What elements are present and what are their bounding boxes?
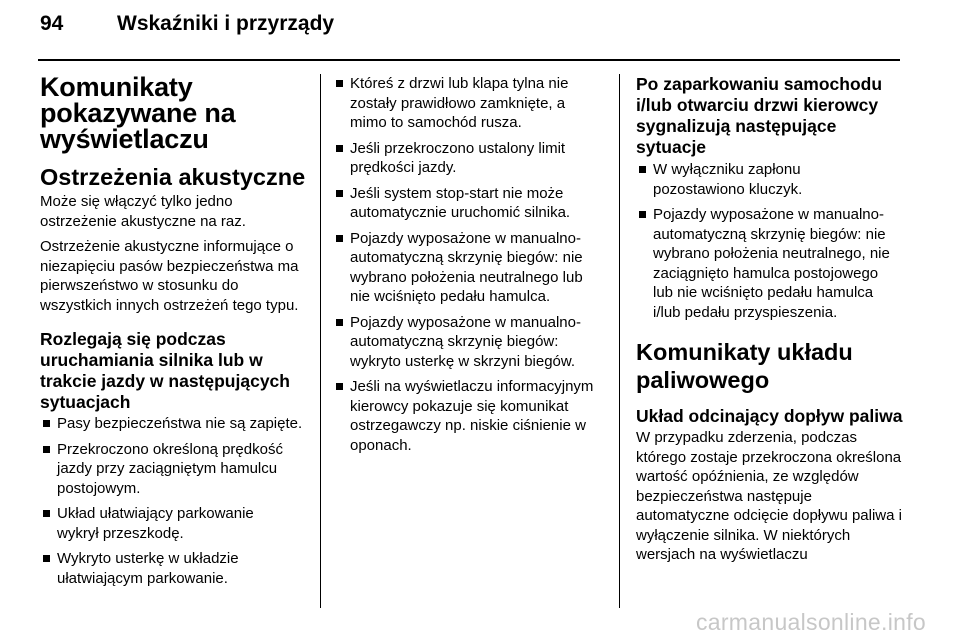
running-title: Wskaźniki i przyrządy: [117, 12, 335, 35]
list-item: Wykryto usterkę w układzie ułatwiającym parkowanie.: [40, 549, 310, 588]
bullet-square-icon: [336, 190, 343, 197]
column-divider-left: [320, 74, 321, 608]
fuel-cutoff-heading: Układ odcinający dopływ paliwa: [636, 406, 903, 426]
fuel-system-heading: Komunikaty układu paliwowego: [636, 339, 853, 393]
page-number: 94: [40, 12, 64, 35]
bullet-square-icon: [639, 166, 646, 173]
acoustic-para-2: Ostrzeżenie akustyczne informujące o niezapięciu pasów bezpieczeństwa ma pierwszeństwo w stosunku do wszystkich innych ostrzeżeń tego typu.: [40, 238, 299, 314]
parking-list: [636, 160, 904, 322]
bullet-square-icon: [336, 319, 343, 326]
list-item: Jeśli przekroczono ustalony limit prędkości jazdy.: [333, 139, 605, 178]
bullet-square-icon: [336, 235, 343, 242]
list-item: Pojazdy wyposażone w manualno-automatyczną skrzynię biegów: wykryto usterkę w skrzyni biegów.: [333, 313, 605, 372]
list-item: Jeśli na wyświetlaczu informacyjnym kierowcy pokazuje się komunikat ostrzegawczy np. niskie ciśnienie w oponach.: [333, 377, 605, 455]
bullet-square-icon: [336, 80, 343, 87]
bullet-square-icon: [43, 420, 50, 427]
main-heading: Komunikaty pokazywane na wyświetlaczu: [40, 72, 236, 154]
start-drive-list: [40, 414, 310, 588]
column-left: [40, 74, 310, 594]
warnings-list-continued: [333, 74, 605, 455]
acoustic-warnings-heading: Ostrzeżenia akustyczne: [40, 164, 306, 190]
header-rule: [38, 59, 900, 61]
bullet-square-icon: [43, 510, 50, 517]
list-item: Pasy bezpieczeństwa nie są zapięte.: [40, 414, 310, 434]
column-middle: [333, 74, 605, 461]
column-divider-right: [619, 74, 620, 608]
start-drive-heading: Rozlegają się podczas uruchamiania silnika lub w trakcie jazdy w następujących sytuacjach: [40, 329, 290, 412]
list-item: W wyłączniku zapłonu pozostawiono kluczyk.: [636, 160, 904, 199]
bullet-square-icon: [639, 211, 646, 218]
bullet-square-icon: [43, 446, 50, 453]
list-item: Przekroczono określoną prędkość jazdy przy zaciągniętym hamulcu postojowym.: [40, 440, 310, 499]
list-item: Któreś z drzwi lub klapa tylna nie zostały prawidłowo zamknięte, a mimo to samochód rusza.: [333, 74, 605, 133]
column-right: [636, 74, 904, 571]
list-item: Pojazdy wyposażone w manualno-automatyczną skrzynię biegów: nie wybrano położenia neutralnego, nie zaciągnięto hamulca postojowego lub nie wciśnięto pedału hamulca i/lub pedału przyspieszenia.: [636, 205, 904, 322]
list-item: Pojazdy wyposażone w manualno-automatyczną skrzynię biegów: nie wybrano położenia neutralnego lub nie wciśnięto pedału hamulca.: [333, 229, 605, 307]
parking-heading: Po zaparkowaniu samochodu i/lub otwarciu drzwi kierowcy sygnalizują następujące sytuacje: [636, 74, 883, 157]
fuel-cutoff-para: W przypadku zderzenia, podczas którego zostaje przekroczona określona wartość opóźnienia, ze względów bezpieczeństwa następuje automatyczne odcięcie dopływu paliwa i wyłączenie silnika. W niektórych wersjach na wyświetlaczu: [636, 429, 902, 563]
site-watermark: carmanualsonline.info: [695, 609, 926, 635]
list-item: Jeśli system stop-start nie może automatycznie uruchomić silnika.: [333, 184, 605, 223]
acoustic-para-1: Może się włączyć tylko jedno ostrzeżenie akustyczne na raz.: [40, 193, 246, 230]
list-item: Układ ułatwiający parkowanie wykrył przeszkodę.: [40, 504, 310, 543]
bullet-square-icon: [336, 383, 343, 390]
bullet-square-icon: [336, 145, 343, 152]
bullet-square-icon: [43, 555, 50, 562]
